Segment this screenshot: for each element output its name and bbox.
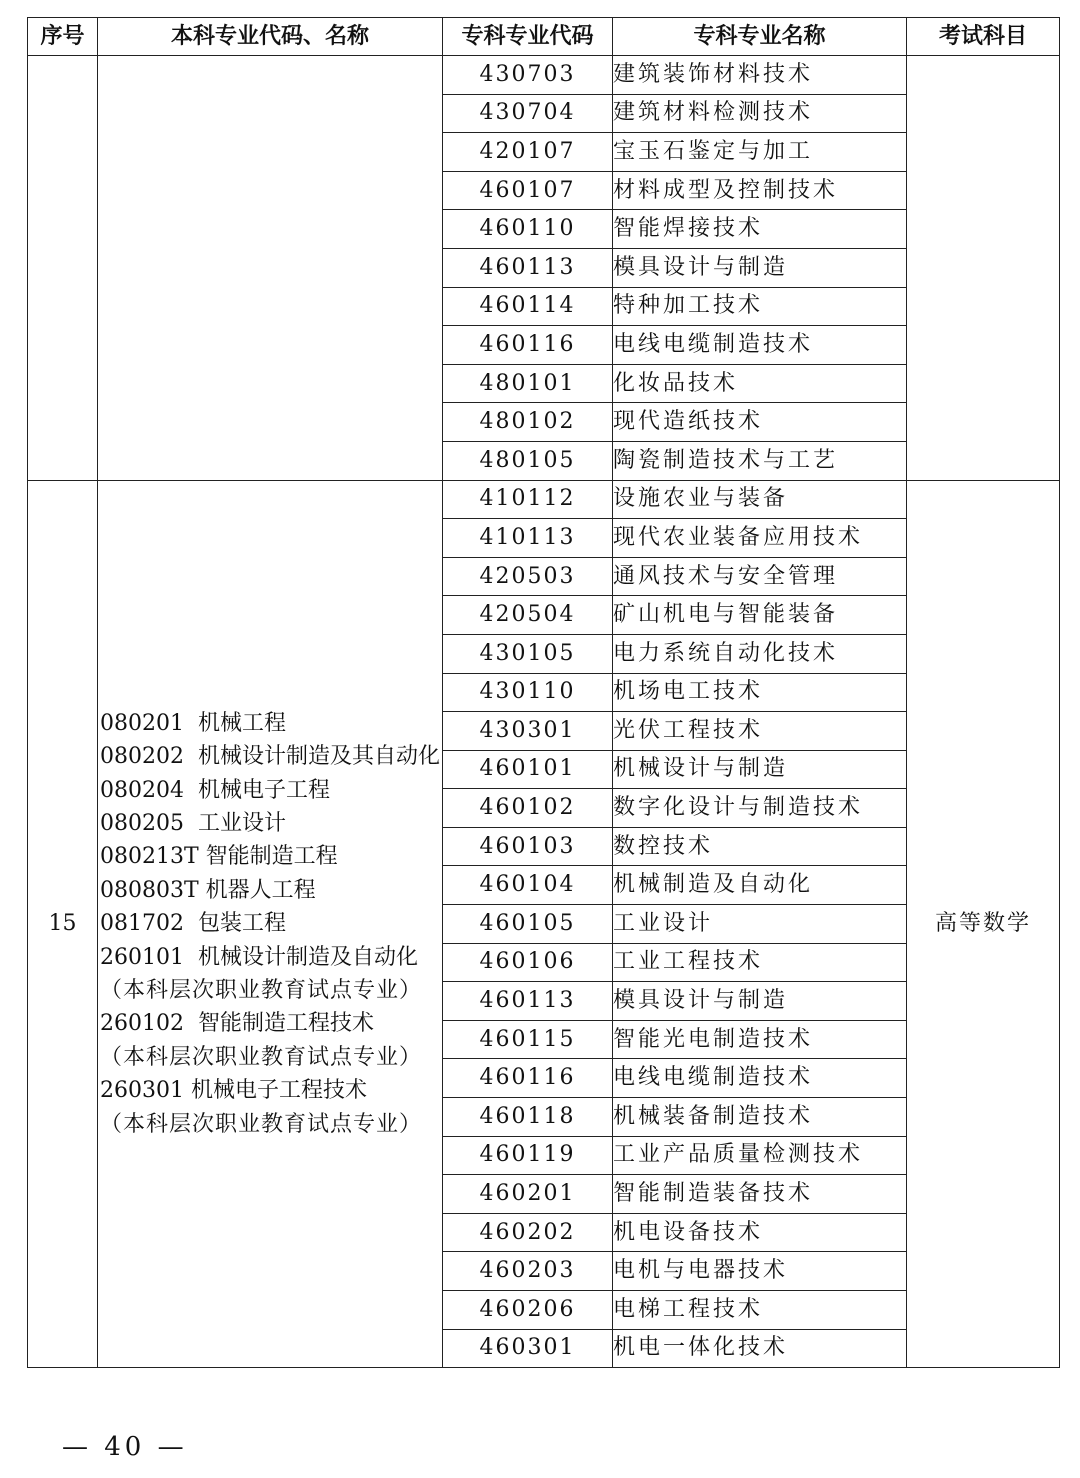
college-name-cell: 工业工程技术 — [613, 943, 907, 982]
college-code-cell: 430301 — [443, 712, 613, 751]
college-name-cell: 工业产品质量检测技术 — [613, 1136, 907, 1175]
college-code-cell: 460104 — [443, 866, 613, 905]
college-code-cell: 460101 — [443, 750, 613, 789]
college-code-cell: 460113 — [443, 982, 613, 1021]
bachelor-major-cell — [98, 56, 443, 481]
college-code-cell: 460114 — [443, 287, 613, 326]
college-code-cell: 430110 — [443, 673, 613, 712]
college-name-cell: 机械设计与制造 — [613, 750, 907, 789]
college-name-cell: 电线电缆制造技术 — [613, 1059, 907, 1098]
college-name-cell: 矿山机电与智能装备 — [613, 596, 907, 635]
bachelor-major-line: （本科层次职业教育试点专业） — [100, 977, 423, 1003]
college-code-cell: 420107 — [443, 133, 613, 172]
bachelor-major-line: 080202 机械设计制造及其自动化 — [100, 744, 440, 770]
college-code-cell: 420503 — [443, 557, 613, 596]
major-table — [27, 17, 1060, 1368]
bachelor-major-line: 080201 机械工程 — [100, 710, 286, 736]
exam-subject-cell: 高等数学 — [907, 480, 1060, 1368]
seq-cell: 15 — [28, 480, 98, 1368]
college-code-cell: 460202 — [443, 1213, 613, 1252]
bachelor-major-line: 260301 机械电子工程技术 — [100, 1078, 367, 1104]
college-name-cell: 模具设计与制造 — [613, 248, 907, 287]
college-name-cell: 设施农业与装备 — [613, 480, 907, 519]
college-name-cell: 建筑装饰材料技术 — [613, 56, 907, 95]
college-name-cell: 建筑材料检测技术 — [613, 94, 907, 133]
college-code-cell: 460201 — [443, 1175, 613, 1214]
college-code-cell: 430704 — [443, 94, 613, 133]
college-code-cell: 460113 — [443, 248, 613, 287]
exam-subject-cell — [907, 56, 1060, 481]
college-name-cell: 模具设计与制造 — [613, 982, 907, 1021]
bachelor-major-line: 080204 机械电子工程 — [100, 777, 330, 803]
college-name-cell: 数控技术 — [613, 827, 907, 866]
college-code-cell: 460206 — [443, 1291, 613, 1330]
header-row — [28, 18, 1060, 56]
college-name-cell: 机电设备技术 — [613, 1213, 907, 1252]
college-name-cell: 电机与电器技术 — [613, 1252, 907, 1291]
table-row — [28, 56, 1060, 95]
header-bachelor-major: 本科专业代码、名称 — [98, 18, 443, 56]
college-name-cell: 光伏工程技术 — [613, 712, 907, 751]
page-number: — 40 — — [62, 1432, 188, 1462]
college-code-cell: 420504 — [443, 596, 613, 635]
bachelor-major-cell — [98, 480, 443, 1368]
college-name-cell: 机械装备制造技术 — [613, 1098, 907, 1137]
college-code-cell: 410112 — [443, 480, 613, 519]
college-code-cell: 460118 — [443, 1098, 613, 1137]
college-name-cell: 现代农业装备应用技术 — [613, 519, 907, 558]
college-code-cell: 430105 — [443, 634, 613, 673]
header-exam-subject: 考试科目 — [907, 18, 1060, 56]
college-code-cell: 460110 — [443, 210, 613, 249]
bachelor-major-line: （本科层次职业教育试点专业） — [100, 1111, 423, 1137]
bachelor-major-line: 260101 机械设计制造及自动化 — [100, 944, 418, 970]
college-name-cell: 智能制造装备技术 — [613, 1175, 907, 1214]
header-college-code: 专科专业代码 — [443, 18, 613, 56]
college-name-cell: 电梯工程技术 — [613, 1291, 907, 1330]
college-code-cell: 410113 — [443, 519, 613, 558]
college-name-cell: 机场电工技术 — [613, 673, 907, 712]
table-row — [28, 480, 1060, 519]
college-name-cell: 智能光电制造技术 — [613, 1020, 907, 1059]
college-name-cell: 电力系统自动化技术 — [613, 634, 907, 673]
college-name-cell: 现代造纸技术 — [613, 403, 907, 442]
college-name-cell: 材料成型及控制技术 — [613, 171, 907, 210]
college-code-cell: 460301 — [443, 1329, 613, 1368]
college-code-cell: 460116 — [443, 326, 613, 365]
bachelor-major-line: （本科层次职业教育试点专业） — [100, 1044, 423, 1070]
college-name-cell: 特种加工技术 — [613, 287, 907, 326]
bachelor-major-line: 081702 包装工程 — [100, 911, 286, 937]
college-code-cell: 460119 — [443, 1136, 613, 1175]
college-code-cell: 430703 — [443, 56, 613, 95]
college-name-cell: 化妆品技术 — [613, 364, 907, 403]
college-code-cell: 460106 — [443, 943, 613, 982]
bachelor-major-line: 080205 工业设计 — [100, 810, 286, 836]
seq-cell — [28, 56, 98, 481]
college-name-cell: 机电一体化技术 — [613, 1329, 907, 1368]
college-code-cell: 460105 — [443, 905, 613, 944]
college-code-cell: 460116 — [443, 1059, 613, 1098]
college-code-cell: 480102 — [443, 403, 613, 442]
college-code-cell: 460115 — [443, 1020, 613, 1059]
college-name-cell: 电线电缆制造技术 — [613, 326, 907, 365]
college-name-cell: 陶瓷制造技术与工艺 — [613, 441, 907, 480]
college-name-cell: 智能焊接技术 — [613, 210, 907, 249]
college-code-cell: 460107 — [443, 171, 613, 210]
college-name-cell: 数字化设计与制造技术 — [613, 789, 907, 828]
college-code-cell: 460103 — [443, 827, 613, 866]
bachelor-major-line: 080803T 机器人工程 — [100, 877, 316, 903]
header-seq: 序号 — [28, 18, 98, 56]
college-name-cell: 通风技术与安全管理 — [613, 557, 907, 596]
header-college-name: 专科专业名称 — [613, 18, 907, 56]
college-name-cell: 工业设计 — [613, 905, 907, 944]
college-name-cell: 宝玉石鉴定与加工 — [613, 133, 907, 172]
bachelor-major-line: 080213T 智能制造工程 — [100, 844, 338, 870]
college-code-cell: 460102 — [443, 789, 613, 828]
bachelor-major-line: 260102 智能制造工程技术 — [100, 1011, 374, 1037]
table-body — [28, 56, 1060, 1368]
college-code-cell: 480101 — [443, 364, 613, 403]
college-code-cell: 460203 — [443, 1252, 613, 1291]
college-name-cell: 机械制造及自动化 — [613, 866, 907, 905]
college-code-cell: 480105 — [443, 441, 613, 480]
